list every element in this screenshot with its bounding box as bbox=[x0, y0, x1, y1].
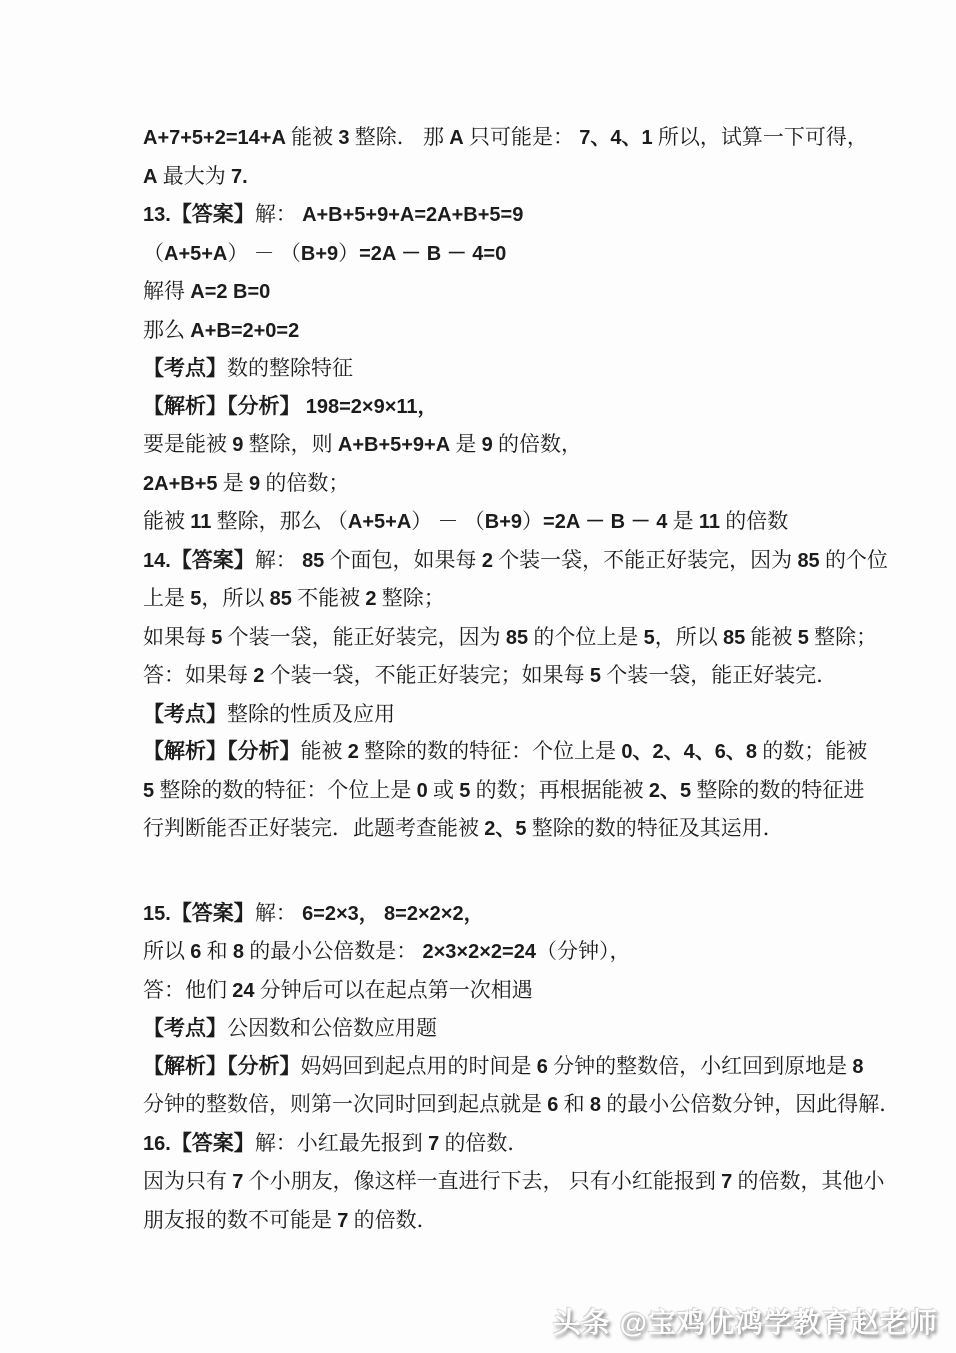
text-segment: 或 bbox=[427, 777, 460, 802]
formula-segment: 14. bbox=[143, 549, 171, 572]
label-segment: 【答案】 bbox=[170, 900, 255, 925]
text-segment: 整除的数的特征：个位上是 bbox=[154, 777, 417, 802]
formula-segment: 2A+B+5 bbox=[143, 472, 218, 495]
formula-segment: 85 bbox=[797, 549, 820, 572]
text-line bbox=[143, 772, 865, 811]
formula-segment: 7 bbox=[337, 1209, 349, 1232]
text-segment: 整除的数的特征：个位上是 bbox=[358, 739, 622, 763]
text-segment: ，所以 bbox=[654, 624, 723, 649]
text-segment: 整除； bbox=[808, 624, 878, 649]
text-segment: 行判断能否正好装完．此题考查能被 bbox=[143, 816, 485, 840]
formula-segment: 6 bbox=[190, 941, 202, 963]
formula-segment: 7 bbox=[721, 1171, 733, 1193]
text-segment: 所以 bbox=[143, 939, 191, 963]
text-segment: 的倍数． bbox=[348, 1207, 438, 1232]
text-segment: 解： bbox=[254, 900, 303, 925]
text-segment: 的个位上是 bbox=[528, 624, 644, 649]
text-segment: 是 bbox=[450, 432, 482, 456]
label-segment: 【考点】 bbox=[143, 1016, 227, 1040]
text-line bbox=[143, 312, 859, 351]
text-segment: 解：小红最先报到 bbox=[254, 1130, 429, 1155]
text-line bbox=[143, 1202, 859, 1241]
formula-segment: 7 bbox=[232, 1171, 244, 1193]
formula-segment: 5 bbox=[797, 626, 809, 649]
text-line bbox=[143, 657, 859, 696]
formula-segment: 85 bbox=[723, 626, 746, 649]
text-segment: （分钟）， bbox=[535, 939, 631, 963]
text-segment: 能被 bbox=[143, 509, 191, 533]
text-segment: 上是 bbox=[143, 586, 191, 610]
formula-segment: 24 bbox=[232, 979, 255, 1002]
text-segment: 最大为 bbox=[157, 163, 231, 188]
formula-segment: 7、4、1 bbox=[579, 127, 653, 149]
formula-segment: A bbox=[143, 165, 158, 188]
text-segment: 的倍数 bbox=[719, 509, 789, 533]
text-segment: 的倍数，其他小 bbox=[732, 1169, 885, 1193]
formula-segment: =2A － B － 4 bbox=[543, 511, 668, 533]
text-segment: 个装一袋，能正好装完． bbox=[601, 663, 838, 687]
formula-segment: 16. bbox=[143, 1132, 171, 1155]
formula-segment: 2 bbox=[347, 741, 359, 763]
formula-segment: 5 bbox=[589, 665, 601, 687]
text-line bbox=[143, 1086, 901, 1125]
text-line bbox=[143, 933, 859, 972]
text-line bbox=[143, 696, 859, 734]
label-segment: 【考点】 bbox=[143, 701, 227, 726]
text-segment: 个装一袋，不能正好装完；如果每 bbox=[264, 663, 590, 687]
text-segment: 数的整除特征 bbox=[227, 356, 353, 380]
formula-segment: 8=2×2×2， bbox=[384, 902, 484, 925]
formula-segment: 5 bbox=[190, 588, 202, 610]
formula-segment: 2 bbox=[365, 588, 377, 610]
formula-segment: 8 bbox=[232, 941, 244, 963]
label-segment: 【考点】 bbox=[143, 356, 227, 380]
formula-segment: =2A － B － 4=0 bbox=[359, 242, 507, 265]
formula-segment: 85 bbox=[302, 549, 325, 572]
text-segment: 个面包，如果每 bbox=[324, 547, 482, 572]
formula-segment: 5 bbox=[459, 779, 471, 802]
formula-segment: 11 bbox=[698, 511, 720, 533]
formula-segment: A+B+5+9+A=2A+B+5=9 bbox=[302, 204, 524, 226]
text-line bbox=[143, 580, 859, 619]
text-segment: 的数；再根据能被 bbox=[470, 777, 649, 802]
text-segment: 朋友报的数不可能是 bbox=[143, 1207, 338, 1232]
label-segment: 【答案】 bbox=[170, 547, 255, 572]
formula-segment: 2 bbox=[481, 549, 493, 572]
formula-segment: 2、5 bbox=[648, 779, 692, 802]
formula-segment: 8 bbox=[589, 1094, 601, 1116]
text-segment: 的倍数． bbox=[439, 1130, 529, 1155]
text-segment: 个装一袋，不能正好装完，因为 bbox=[492, 547, 798, 572]
text-segment: 是 bbox=[667, 509, 699, 533]
text-segment: 只可能是： bbox=[463, 125, 580, 149]
text-segment: 如果每 bbox=[143, 624, 212, 649]
text-segment: ） － （ bbox=[411, 509, 485, 533]
text-line bbox=[143, 158, 859, 197]
formula-segment: A=2 B=0 bbox=[190, 281, 271, 303]
text-segment: 解： bbox=[254, 547, 303, 572]
text-segment: 能被 bbox=[745, 624, 798, 649]
text-line bbox=[143, 1010, 859, 1048]
formula-segment: 2×3×2×2=24 bbox=[422, 941, 536, 963]
text-line bbox=[143, 350, 859, 388]
text-segment: 的最小公倍数分钟，因此得解． bbox=[601, 1092, 901, 1116]
text-line bbox=[143, 895, 859, 934]
text-segment: 整除； bbox=[376, 586, 445, 610]
formula-segment: 7. bbox=[230, 165, 248, 188]
text-line bbox=[143, 273, 859, 312]
formula-segment: 8 bbox=[852, 1055, 864, 1078]
text-line bbox=[143, 465, 859, 504]
formula-segment: 15. bbox=[143, 902, 171, 925]
text-segment: 能被 bbox=[285, 125, 339, 149]
text-line bbox=[143, 972, 859, 1011]
text-segment: 整除的数的特征进 bbox=[691, 777, 865, 802]
text-segment: 是 bbox=[217, 470, 249, 495]
text-segment: 公因数和公倍数应用题 bbox=[227, 1016, 437, 1040]
text-segment: 和 bbox=[558, 1092, 590, 1116]
text-segment: 能被 bbox=[300, 739, 348, 763]
label-segment: 【解析】【分析】 bbox=[143, 393, 301, 418]
text-line bbox=[143, 119, 868, 158]
formula-segment: 85 bbox=[269, 588, 292, 610]
text-segment: 因为只有 bbox=[143, 1169, 233, 1193]
text-segment: 解得 bbox=[143, 279, 191, 303]
formula-segment: A bbox=[449, 127, 464, 149]
text-line bbox=[143, 1125, 859, 1164]
toutiao-watermark: 头条 @宝鸡优鸿学教育赵老师 bbox=[552, 1307, 938, 1338]
formula-segment: 6 bbox=[547, 1094, 559, 1116]
text-segment: 所以，试算一下可得， bbox=[652, 125, 868, 149]
formula-segment: 85 bbox=[505, 626, 529, 649]
formula-segment: 5 bbox=[211, 626, 223, 649]
text-segment: ） bbox=[338, 240, 360, 265]
text-line bbox=[143, 542, 888, 581]
text-segment: 整除，则 bbox=[243, 432, 338, 456]
formula-segment: 11 bbox=[190, 511, 212, 533]
formula-segment: A+5+A bbox=[164, 242, 228, 265]
text-segment: 妈妈回到起点用的时间是 bbox=[300, 1053, 537, 1078]
text-line bbox=[143, 810, 859, 849]
formula-segment: 7 bbox=[428, 1132, 440, 1155]
formula-segment: 9 bbox=[249, 472, 261, 495]
document-lines bbox=[143, 119, 901, 1240]
text-segment: 的倍数， bbox=[492, 432, 583, 456]
formula-segment: A+5+A bbox=[347, 511, 412, 533]
text-segment: 个小朋友，像这样一直进行下去， 只有小红能报到 bbox=[243, 1169, 722, 1193]
formula-segment: 9 bbox=[232, 434, 244, 456]
text-segment: 答：如果每 bbox=[143, 663, 254, 687]
formula-segment: 2、5 bbox=[484, 818, 527, 840]
formula-segment: 0 bbox=[416, 779, 428, 802]
formula-segment: 5 bbox=[143, 779, 155, 802]
label-segment: 【解析】【分析】 bbox=[143, 739, 301, 763]
text-segment: 整除的数的特征及其运用． bbox=[526, 816, 784, 840]
text-segment: ） － （ bbox=[227, 240, 301, 265]
formula-segment: B+9 bbox=[484, 511, 523, 533]
text-segment: 的最小公倍数是： bbox=[244, 939, 423, 963]
text-line bbox=[143, 1048, 864, 1087]
label-segment: 【答案】 bbox=[170, 1130, 255, 1155]
formula-segment: 3 bbox=[338, 127, 350, 149]
text-segment: （ bbox=[143, 240, 164, 265]
text-segment: 个装一袋，能正好装完，因为 bbox=[222, 624, 506, 649]
text-segment: 答：他们 bbox=[143, 977, 233, 1002]
text-segment: 的个位 bbox=[819, 547, 888, 572]
formula-segment: 198=2×9×11， bbox=[305, 395, 438, 418]
formula-segment: 13. bbox=[143, 204, 171, 226]
formula-segment: 6 bbox=[536, 1055, 548, 1078]
text-segment: 整除． 那 bbox=[349, 125, 450, 149]
formula-segment: 6=2×3， bbox=[302, 902, 379, 925]
formula-segment: 9 bbox=[481, 434, 493, 456]
formula-segment: A+B=2+0=2 bbox=[190, 319, 300, 342]
text-line bbox=[143, 388, 859, 427]
text-segment: 的倍数； bbox=[260, 470, 350, 495]
text-segment: 分钟后可以在起点第一次相遇 bbox=[254, 977, 533, 1002]
text-segment: 整除，那么 （ bbox=[211, 509, 348, 533]
text-segment: 和 bbox=[201, 939, 233, 963]
text-segment: 那么 bbox=[143, 317, 191, 342]
text-segment: 解： bbox=[254, 202, 303, 226]
formula-segment: B+9 bbox=[300, 242, 339, 265]
text-line bbox=[143, 196, 859, 235]
formula-segment: A+7+5+2=14+A bbox=[143, 127, 286, 149]
text-line bbox=[143, 619, 878, 658]
text-segment: 分钟的整数倍，小红回到原地是 bbox=[547, 1053, 853, 1078]
formula-segment: 2 bbox=[253, 665, 265, 687]
formula-segment: 5 bbox=[643, 626, 655, 649]
text-line bbox=[143, 503, 859, 542]
formula-segment: A+B+5+9+A bbox=[337, 434, 451, 456]
text-segment: 的数；能被 bbox=[757, 739, 868, 763]
label-segment: 【答案】 bbox=[170, 202, 255, 226]
text-segment: 整除的性质及应用 bbox=[227, 701, 395, 726]
label-segment: 【解析】【分析】 bbox=[143, 1053, 301, 1078]
text-segment: 分钟的整数倍，则第一次同时回到起点就是 bbox=[143, 1092, 548, 1116]
formula-segment: 0、2、4、6、8 bbox=[621, 741, 757, 763]
text-line bbox=[143, 426, 859, 465]
text-segment: ） bbox=[522, 509, 544, 533]
text-line bbox=[143, 1163, 885, 1202]
text-segment: 要是能被 bbox=[143, 432, 233, 456]
text-line bbox=[143, 733, 868, 772]
text-segment: 不能被 bbox=[291, 586, 366, 610]
text-segment: ，所以 bbox=[201, 586, 270, 610]
text-line bbox=[143, 235, 859, 274]
